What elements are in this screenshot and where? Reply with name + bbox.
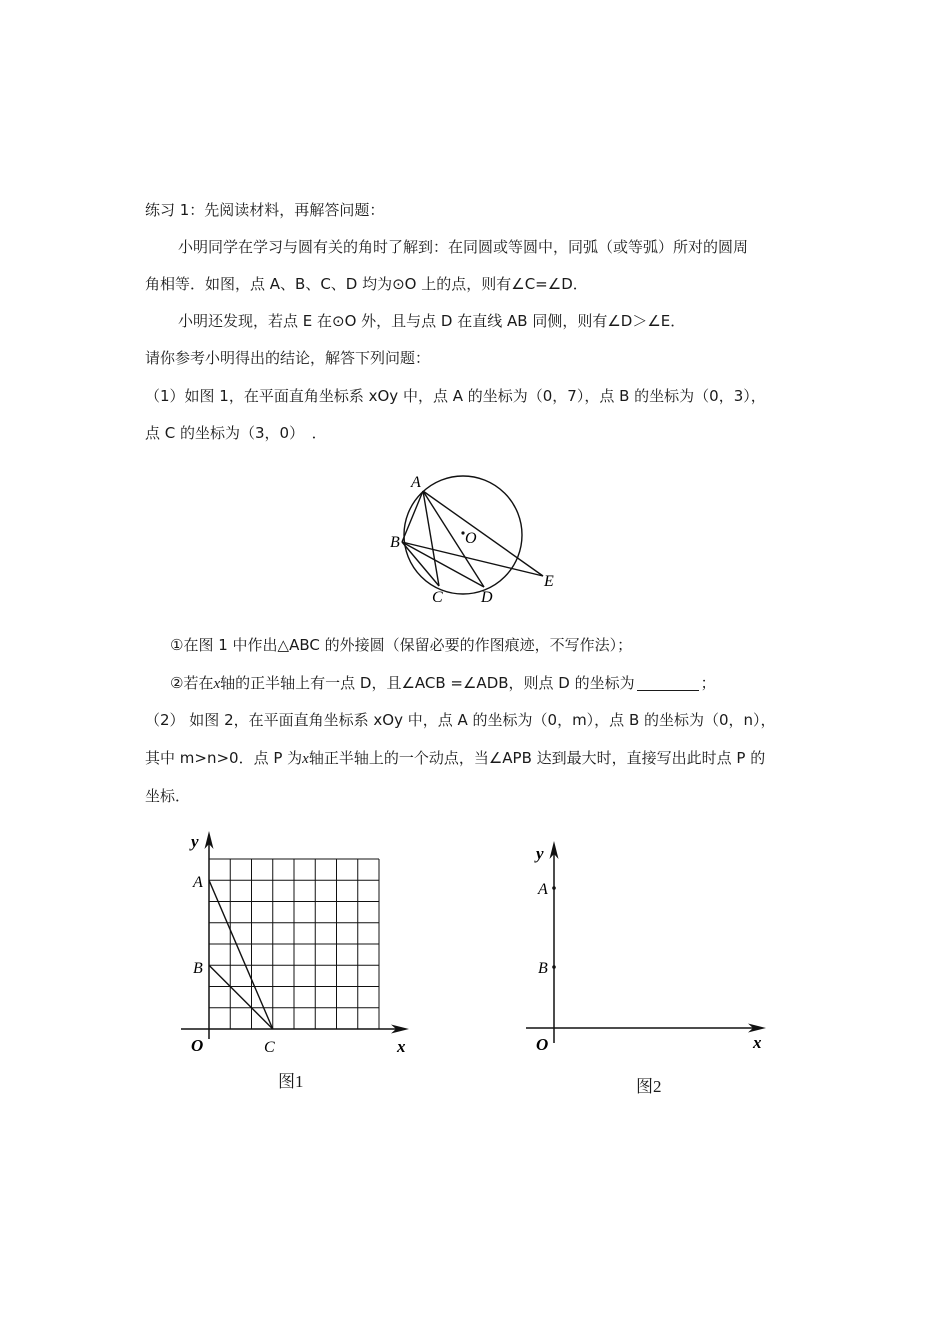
label-c: C xyxy=(432,589,443,606)
paragraph-2: 小明还发现，若点 E 在⊙O 外，且与点 D 在直线 AB 同侧，则有∠D＞∠E． xyxy=(178,312,686,330)
segment-bc xyxy=(209,965,273,1029)
question-2a: （2） 如图 2，在平面直角坐标系 xOy 中，点 A 的坐标为（0，m），点 B 的坐标为（0，n）， xyxy=(145,711,776,729)
question-1-part-2 xyxy=(170,673,716,694)
figure-2 xyxy=(520,835,770,1060)
y-label: y xyxy=(191,832,199,851)
label-a: A xyxy=(193,874,203,891)
q2-b2: 轴正半轴上的一个动点，当∠APB 达到最大时，直接写出此时点 P 的 xyxy=(308,749,766,767)
x-label: x xyxy=(397,1037,406,1056)
circle-figure xyxy=(385,465,575,610)
figure-2-caption: 图2 xyxy=(636,1077,662,1096)
x-label: x xyxy=(753,1033,762,1052)
question-2c: 坐标． xyxy=(145,787,191,805)
answer-blank[interactable] xyxy=(637,676,699,691)
q1-part2-x: x xyxy=(213,676,221,692)
question-2b xyxy=(145,748,765,769)
label-o: O xyxy=(465,530,477,547)
question-1-part-1: ①在图 1 中作出△ABC 的外接圆（保留必要的作图痕迹，不写作法）； xyxy=(170,636,633,654)
exercise-title: 练习 1：先阅读材料，再解答问题： xyxy=(145,201,385,219)
origin-label: O xyxy=(536,1035,549,1054)
point-b xyxy=(552,965,556,969)
q1-part2-a: ②若在 xyxy=(170,674,214,692)
label-a: A xyxy=(411,474,421,491)
label-c: C xyxy=(264,1039,275,1056)
label-b: B xyxy=(538,960,548,977)
figure-1-caption: 图1 xyxy=(278,1072,304,1091)
label-a: A xyxy=(538,881,548,898)
paragraph-1a: 小明同学在学习与圆有关的角时了解到：在同圆或等圆中，同弧（或等弧）所对的圆周 xyxy=(178,238,749,256)
label-d: D xyxy=(481,589,493,606)
question-1a: （1）如图 1，在平面直角坐标系 xOy 中，点 A 的坐标为（0，7），点 B 的坐标为（0，3）， xyxy=(145,387,766,405)
q1-part2-end: ； xyxy=(700,674,716,692)
point-a xyxy=(552,886,556,890)
grid xyxy=(209,859,379,1029)
paragraph-1b: 角相等．如图，点 A、B、C、D 均为⊙O 上的点，则有∠C=∠D． xyxy=(145,275,588,293)
label-b: B xyxy=(193,960,203,977)
q1-part2-b: 轴的正半轴上有一点 D，且∠ACB =∠ADB，则点 D 的坐标为 xyxy=(220,674,635,692)
y-label: y xyxy=(536,844,544,863)
label-e: E xyxy=(544,573,554,590)
q2-b1: 其中 m>n>0．点 P 为 xyxy=(145,749,303,767)
label-b: B xyxy=(390,534,400,551)
q2-b-x: x xyxy=(302,751,309,767)
segment-ac xyxy=(209,880,273,1029)
paragraph-3: 请你参考小明得出的结论，解答下列问题： xyxy=(145,349,431,367)
figure-1 xyxy=(175,825,420,1060)
question-1b: 点 C 的坐标为（3，0） ． xyxy=(145,424,327,442)
origin-label: O xyxy=(191,1036,204,1055)
